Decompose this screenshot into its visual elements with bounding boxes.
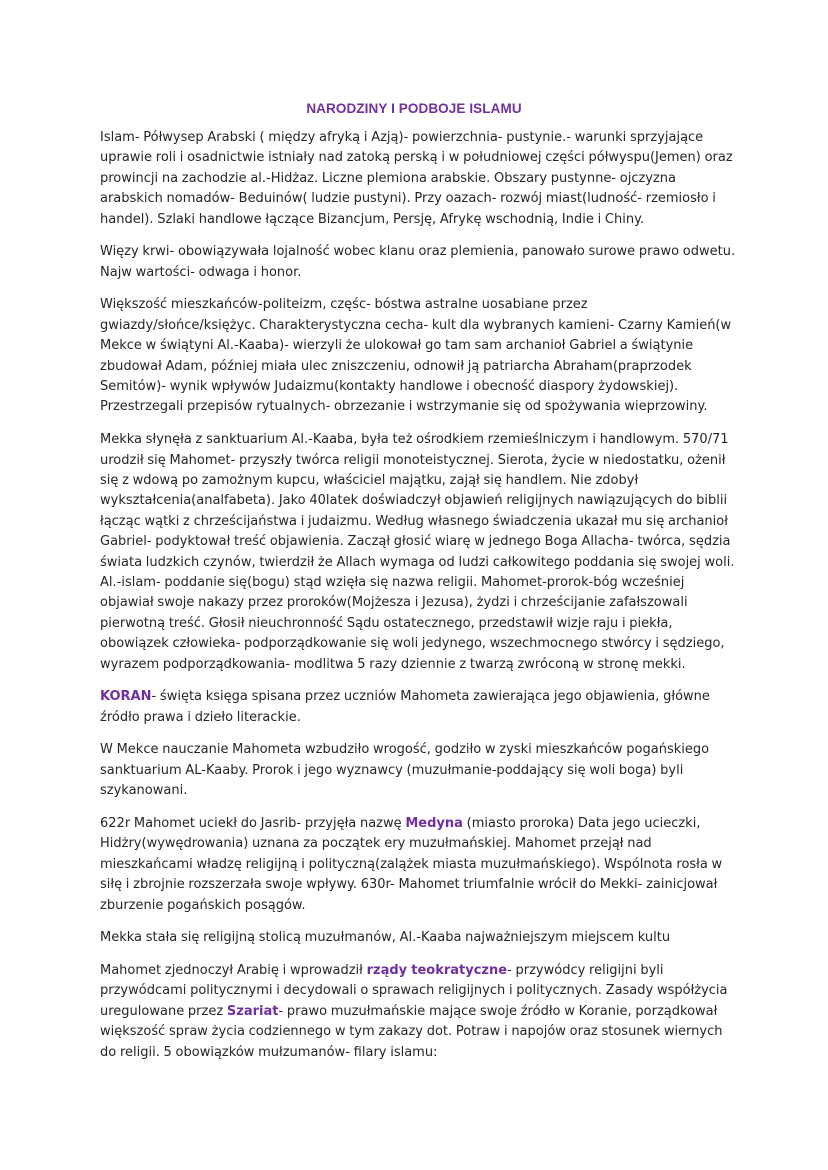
paragraph-medina [100, 814, 740, 916]
paragraph-religious-capital: Mekka stała się religijną stolicą muzułmanów, Al.-Kaaba najważniejszym miejscem kultu [100, 930, 671, 946]
term-medyna: Medyna [405, 815, 463, 831]
document-body [100, 128, 740, 1075]
page-title: NARODZINY I PODBOJE ISLAMU [306, 101, 522, 116]
paragraph-blood-ties: Więzy krwi- obowiązywała lojalność wobec klanu oraz plemienia, panowało surowe prawo odwetu. Najw wartości- odwaga i honor. [100, 244, 736, 280]
paragraph-koran [100, 687, 740, 728]
theocracy-text-before: Mahomet zjednoczył Arabię i wprowadził [100, 963, 367, 978]
theocracy-text-middle: - przywódcy religijni byli przywódcami politycznymi i decydowali o sprawach religijnych i politycznych. Zasady współżycia uregulowane przez [100, 963, 728, 1019]
paragraph-theocracy [100, 961, 740, 1063]
medina-text-after: (miasto proroka) Data jego ucieczki, Hidżry(wywędrowania) uznana za początek ery muzułmańskiej. Mahomet przejął nad mieszkańcami władzę religijną i polityczną(zalążek miasta muzułmańskiego). Wspólnota rosła w siłę i zbrojnie rozszerzała swoje wpływy. 630r- Mahomet triumfalnie wrócił do Mekki- zainicjował zburzenie pogańskich posągów. [100, 815, 723, 913]
paragraph-geography: Islam- Półwysep Arabski ( między afryką i Azją)- powierzchnia- pustynie.- warunki sprzyjające uprawie roli i osadnictwie istniały nad zatoką perską i w południowej części półwyspu(Jemen) oraz prowincji na zachodzie al.-Hidżaz. Liczne plemiona arabskie. Obszary pustynne- ojczyzna arabskich nomadów- Beduinów( ludzie pustyni). Przy oazach- rozwój miast(ludność- rzemiosło i handel). Szlaki handlowe łączące Bizancjum, Persję, Afrykę wschodnią, Indie i Chiny. [100, 130, 733, 227]
term-theocratic-rule: rządy teokratyczne [366, 963, 508, 978]
paragraph-polytheism: Większość mieszkańców-politeizm, częśc- bóstwa astralne uosabiane przez gwiazdy/słońce/księżyc. Charakterystyczna cecha- kult dla wybranych kamieni- Czarny Kamień(w Mekce w świątyni Al.-Kaaba)- wierzyli że ulokował go tam sam archanioł Gabriel a świątynie zbudował Adam, później miała ulec zniszczeniu, odnowił ją patriarcha Abraham(praprzodek Semitów)- wynik wpływów Judaizmu(kontakty handlowe i obecność diaspory żydowskiej). Przestrzegali przepisów rytualnych- obrzezanie i wstrzymanie się od spożywania wieprzowiny. [100, 297, 732, 415]
medina-text-before: 622r Mahomet uciekł do Jasrib- przyjęła nazwę [100, 815, 406, 831]
koran-definition: - święta księga spisana przez uczniów Mahometa zawierająca jego objawienia, główne źródło prawa i dzieło literackie. [100, 689, 710, 725]
term-sharia: Szariat [226, 1003, 279, 1019]
term-koran: KORAN [100, 689, 152, 705]
paragraph-hostility: W Mekce nauczanie Mahometa wzbudziło wrogość, godziło w zyski mieszkańców pogańskiego sanktuarium AL-Kaaby. Prorok i jego wyznawcy (muzułmanie-poddający się woli boga) byli szykanowani. [100, 742, 710, 799]
paragraph-mecca-mahomet: Mekka słynęła z sanktuarium Al.-Kaaba, była też ośrodkiem rzemieślniczym i handlowym. 570/71 urodził się Mahomet- przyszły twórca religii monoteistycznej. Sierota, życie w niedostatku, ożenił się z wdową po zamożnym kupcu, właściciel majątku, zajął się handlem. Nie zdobył wykształcenia(analfabeta). Jako 40latek doświadczył objawień religijnych nawiązujących do biblii łącząc wątki z chrześcijaństwa i judaizmu. Według własnego świadczenia ukazał mu się archanioł Gabriel- podyktował treść objawienia. Zaczął głosić wiarę w jednego Boga Allacha- twórca, sędzia świata ludzkich czynów, twierdził że Allach wymaga od ludzi całkowitego poddania się swojej woli. Al.-islam- poddanie się(bogu) stąd wzięła się nazwa religii. Mahomet-prorok-bóg wcześniej objawiał swoje nakazy przez proroków(Mojżesza i Jezusa), żydzi i chrześcijanie zafałszowali pierwotną treść. Głosił nieuchronność Sądu ostatecznego, przedstawił wizje raju i piekła, obowiązek człowieka- podporządkowanie się woli jedynego, wszechmocnego stwórcy i sędziego, wyrazem podporządkowania- modlitwa 5 razy dziennie z twarzą zwróconą w stronę mekki. [100, 432, 735, 672]
theocracy-text-after: - prawo muzułmańskie mające swoje źródło w Koranie, porządkował większość spraw życia codziennego w tym zakazy dot. Potraw i napojów oraz stosunek wiernych do religii. 5 obowiązków mułzumanów- filary islamu: [100, 1003, 723, 1060]
